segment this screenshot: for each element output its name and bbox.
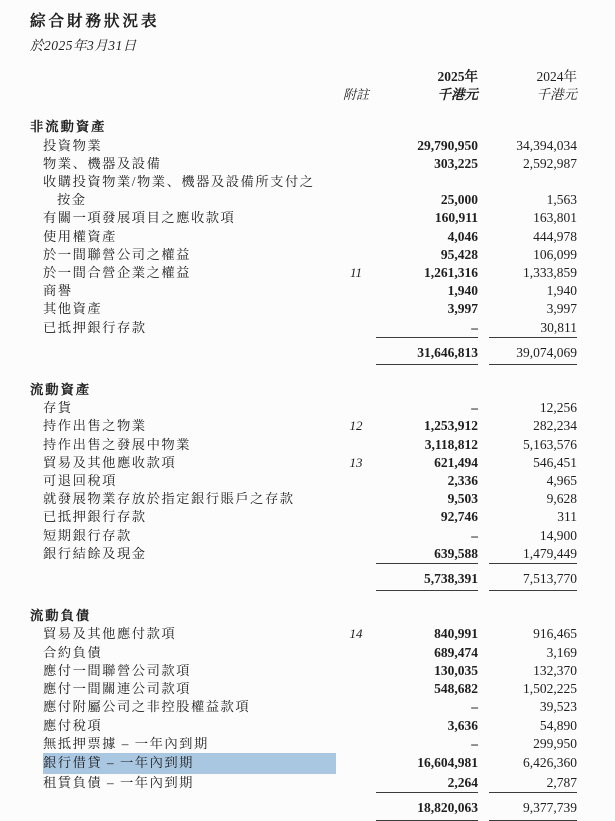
value-2024-cell: 916,465 — [533, 626, 577, 642]
statement-section — [30, 381, 577, 591]
table-row — [30, 717, 577, 735]
value-2025-cell: 29,790,950 — [417, 137, 478, 153]
row-label: 持作出售之物業 — [43, 418, 147, 434]
value-2024-cell: 6,426,360 — [523, 754, 577, 770]
section-header-label: 流動資產 — [30, 382, 92, 398]
table-row — [30, 228, 577, 246]
section-header-label: 非流動資產 — [30, 119, 107, 135]
table-row — [30, 662, 577, 680]
value-2025-cell: – — [471, 527, 478, 543]
value-2024-cell: 1,563 — [546, 192, 577, 208]
value-2024-cell: 34,394,034 — [516, 137, 577, 153]
note-cell: 12 — [349, 418, 363, 434]
table-row — [30, 527, 577, 545]
value-2024-cell: 54,890 — [539, 717, 577, 733]
row-label: 使用權資產 — [43, 228, 117, 244]
table-row — [30, 735, 577, 753]
table-row — [30, 436, 577, 454]
value-2024-cell: 1,940 — [546, 283, 577, 299]
row-label: 持作出售之發展中物業 — [43, 436, 191, 452]
value-2025-cell: 840,991 — [434, 626, 478, 642]
table-row — [30, 300, 577, 318]
value-2025-cell: 4,046 — [447, 228, 478, 244]
value-2025-cell: 130,035 — [434, 662, 478, 678]
row-label: 存貨 — [43, 400, 73, 416]
table-row — [30, 399, 577, 417]
row-label: 商譽 — [43, 283, 73, 299]
value-2025-cell: – — [471, 699, 478, 715]
value-2024-cell: 12,256 — [539, 400, 577, 416]
row-label: 無抵押票據 – 一年內到期 — [43, 735, 209, 751]
statement-section — [30, 607, 577, 820]
value-2024-cell: 299,950 — [533, 735, 577, 751]
value-2024-cell: 132,370 — [533, 662, 577, 678]
row-label: 應付附屬公司之非控股權益款項 — [43, 699, 251, 715]
value-2024-cell: 282,234 — [533, 418, 577, 434]
table-row — [30, 209, 577, 227]
statement-body — [30, 118, 577, 820]
table-row — [30, 753, 577, 774]
value-2024-cell: 9,628 — [546, 491, 577, 507]
value-2024-cell: 1,333,859 — [523, 265, 577, 281]
row-label: 收購投資物業/物業、機器及設備所支付之 — [43, 174, 315, 190]
section-header-row — [30, 607, 577, 625]
row-label: 短期銀行存款 — [43, 527, 132, 543]
total-2025-cell: 31,646,813 — [376, 344, 478, 365]
column-header-note: 附註 — [342, 87, 369, 103]
section-header-row — [30, 118, 577, 136]
value-2024-cell: 39,523 — [539, 699, 577, 715]
row-label: 其他資產 — [43, 301, 103, 317]
value-2024-cell: 444,978 — [533, 228, 577, 244]
row-label: 有關一項發展項目之應收款項 — [43, 210, 236, 226]
value-2025-cell: 1,261,316 — [424, 265, 478, 281]
row-label: 就發展物業存放於指定銀行賬戶之存款 — [43, 491, 295, 507]
row-label: 應付稅項 — [43, 717, 103, 733]
value-2024-cell: 3,997 — [546, 301, 577, 317]
value-2025-cell: 95,428 — [440, 246, 478, 262]
column-header-units — [30, 86, 577, 104]
value-2025-cell: – — [376, 319, 478, 338]
value-2024-cell: 2,592,987 — [523, 155, 577, 171]
row-label: 於一間聯營公司之權益 — [43, 246, 191, 262]
note-cell: 11 — [349, 265, 363, 281]
table-row — [30, 191, 577, 209]
value-2025-cell: – — [471, 400, 478, 416]
page-title: 綜合財務狀況表 — [30, 13, 160, 30]
table-row — [30, 137, 577, 155]
value-2024-cell: 1,479,449 — [489, 545, 577, 564]
value-2025-cell: 160,911 — [434, 210, 478, 226]
table-row — [30, 454, 577, 472]
value-2025-cell: 3,118,812 — [424, 436, 478, 452]
column-header-year-2024: 2024年 — [536, 69, 577, 84]
table-row — [30, 282, 577, 300]
row-label: 應付一間聯營公司款項 — [43, 662, 191, 678]
row-label: 合約負債 — [43, 644, 103, 660]
table-row — [30, 173, 577, 191]
value-2024-cell: 163,801 — [533, 210, 577, 226]
section-total-row — [30, 799, 577, 820]
table-row — [30, 680, 577, 698]
value-2025-cell: 2,336 — [447, 473, 478, 489]
value-2024-cell: 546,451 — [533, 454, 577, 470]
row-label: 可退回稅項 — [43, 473, 117, 489]
note-cell: 13 — [349, 454, 363, 470]
total-2024-cell: 39,074,069 — [489, 344, 577, 365]
table-row — [30, 508, 577, 526]
value-2025-cell: 1,253,912 — [424, 418, 478, 434]
table-row — [30, 490, 577, 508]
value-2025-cell: 16,604,981 — [417, 754, 478, 770]
value-2024-cell: 2,787 — [489, 774, 577, 793]
value-2024-cell: 311 — [557, 509, 577, 525]
value-2025-cell: 548,682 — [434, 681, 478, 697]
value-2025-cell: 303,225 — [434, 155, 478, 171]
row-label: 於一間合營企業之權益 — [43, 265, 191, 281]
row-label: 銀行結餘及現金 — [43, 545, 147, 561]
value-2025-cell: 1,940 — [447, 283, 478, 299]
total-2025-cell: 18,820,063 — [376, 799, 478, 820]
value-2025-cell: 9,503 — [447, 491, 478, 507]
column-header-unit-2025: 千港元 — [437, 87, 478, 103]
row-label: 物業、機器及設備 — [43, 155, 162, 171]
table-row — [30, 264, 577, 282]
total-2024-cell: 7,513,770 — [489, 570, 577, 591]
value-2024-cell: 1,502,225 — [523, 681, 577, 697]
value-2024-cell: 106,099 — [533, 246, 577, 262]
value-2024-cell: 5,163,576 — [523, 436, 577, 452]
total-2024-cell: 9,377,739 — [489, 799, 577, 820]
row-label: 已抵押銀行存款 — [43, 509, 147, 525]
table-row — [30, 155, 577, 173]
row-label: 租賃負債 – 一年內到期 — [43, 775, 194, 791]
table-row — [30, 644, 577, 662]
value-2024-cell: 30,811 — [489, 319, 577, 338]
value-2025-cell: – — [471, 735, 478, 751]
table-row — [30, 774, 577, 793]
table-row — [30, 545, 577, 564]
row-label: 應付一間關連公司款項 — [43, 681, 191, 697]
row-label — [30, 753, 336, 774]
column-header-year-2025: 2025年 — [437, 69, 478, 84]
table-row — [30, 319, 577, 338]
row-label: 按金 — [57, 192, 87, 208]
value-2025-cell: 2,264 — [376, 774, 478, 793]
row-label: 已抵押銀行存款 — [43, 319, 147, 335]
section-header-label: 流動負債 — [30, 608, 92, 624]
table-row — [30, 472, 577, 490]
highlighted-text: 銀行借貸 – 一年內到期 — [43, 753, 336, 774]
value-2024-cell: 4,965 — [546, 473, 577, 489]
value-2025-cell: 621,494 — [434, 454, 478, 470]
statement-section — [30, 118, 577, 365]
table-row — [30, 625, 577, 643]
row-label: 貿易及其他應收款項 — [43, 454, 177, 470]
table-row — [30, 698, 577, 716]
table-row — [30, 246, 577, 264]
total-2025-cell: 5,738,391 — [376, 570, 478, 591]
column-headers — [30, 68, 577, 104]
column-header-years — [30, 68, 577, 86]
note-cell: 14 — [349, 626, 363, 642]
value-2025-cell: 92,746 — [440, 509, 478, 525]
value-2024-cell: 3,169 — [546, 644, 577, 660]
table-row — [30, 417, 577, 435]
column-header-unit-2024: 千港元 — [536, 87, 577, 103]
section-header-row — [30, 381, 577, 399]
value-2025-cell: 25,000 — [440, 192, 478, 208]
row-label: 貿易及其他應付款項 — [43, 626, 177, 642]
section-total-row — [30, 570, 577, 591]
row-label: 投資物業 — [43, 137, 103, 153]
value-2025-cell: 639,588 — [376, 545, 478, 564]
value-2024-cell: 14,900 — [539, 527, 577, 543]
value-2025-cell: 3,636 — [447, 717, 478, 733]
section-total-row — [30, 344, 577, 365]
statement-date: 於2025年3月31日 — [30, 38, 137, 53]
value-2025-cell: 3,997 — [447, 301, 478, 317]
value-2025-cell: 689,474 — [434, 644, 478, 660]
